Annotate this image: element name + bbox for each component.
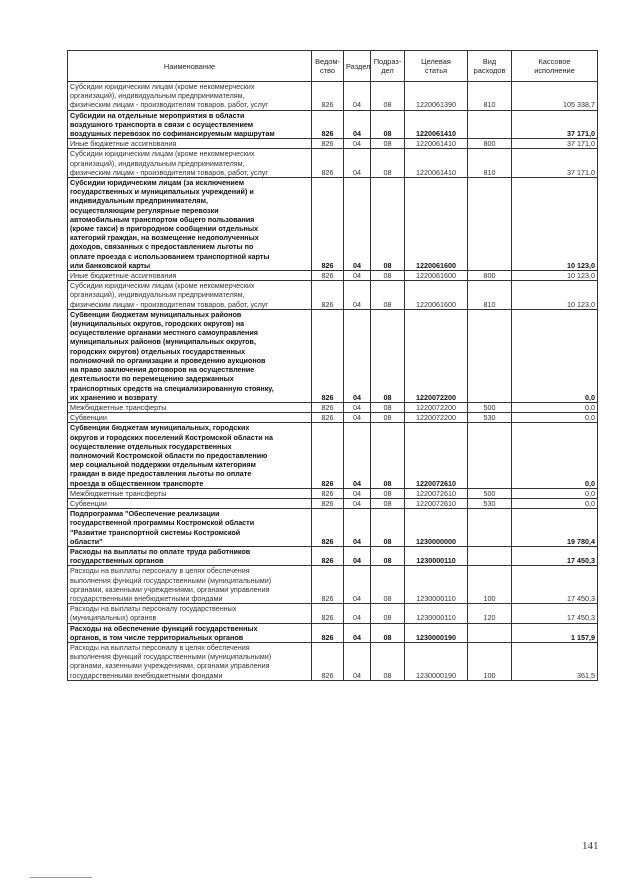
row-dept: 826 — [312, 139, 344, 149]
row-target: 1220072200 — [405, 402, 468, 412]
table-row — [68, 413, 598, 423]
row-subsection: 08 — [371, 546, 405, 565]
page-number: 141 — [582, 840, 599, 852]
row-target: 1220061600 — [405, 178, 468, 271]
row-amount: 17 450,3 — [512, 604, 598, 623]
row-type — [468, 423, 512, 488]
row-name: Субсидии юридическим лицам (за исключением государственных и муниципальных учреждений) и индивидуальным предпринимателям, осуществляющим регулярные перевозки автомобильным транспортом общего пользования (кроме такси) в пригородном сообщении отдельных категорий граждан, на возмещение недополученных доходов, связанных с предоставлением льготы по оплате проезда с использованием транспортной карты или банковской карты — [68, 178, 312, 271]
row-target: 1230000110 — [405, 604, 468, 623]
table-row — [68, 604, 598, 623]
row-name: Межбюджетные трансферты — [68, 488, 312, 498]
row-dept: 826 — [312, 413, 344, 423]
row-amount: 17 450,3 — [512, 546, 598, 565]
row-dept: 826 — [312, 488, 344, 498]
row-type — [468, 509, 512, 547]
row-target: 1220061600 — [405, 271, 468, 281]
row-dept: 826 — [312, 642, 344, 680]
row-section: 04 — [344, 281, 371, 310]
row-type: 810 — [468, 82, 512, 111]
row-type: 500 — [468, 402, 512, 412]
row-section: 04 — [344, 149, 371, 178]
row-subsection: 08 — [371, 309, 405, 402]
row-section: 04 — [344, 271, 371, 281]
row-dept: 826 — [312, 149, 344, 178]
row-target: 1220061410 — [405, 110, 468, 139]
row-subsection: 08 — [371, 604, 405, 623]
row-type: 810 — [468, 149, 512, 178]
row-dept: 826 — [312, 271, 344, 281]
row-type — [468, 546, 512, 565]
row-subsection: 08 — [371, 110, 405, 139]
header-name: Наименование — [68, 51, 312, 82]
table-row — [68, 178, 598, 271]
row-subsection: 08 — [371, 413, 405, 423]
row-name: Субвенции бюджетам муниципальных, городских округов и городских поселений Костромской области на осуществление отдельных государственных полномочий Костромской области по предоставлению мер социальной поддержки отдельным категориям граждан в виде предоставления льготы по оплате проезда в общественном транспорте — [68, 423, 312, 488]
row-target: 1220072610 — [405, 488, 468, 498]
row-subsection: 08 — [371, 642, 405, 680]
row-type — [468, 178, 512, 271]
row-type: 100 — [468, 642, 512, 680]
row-section: 04 — [344, 413, 371, 423]
table-row — [68, 149, 598, 178]
row-subsection: 08 — [371, 488, 405, 498]
row-name: Субвенции — [68, 413, 312, 423]
header-section: Раздел — [344, 51, 371, 82]
row-subsection: 08 — [371, 149, 405, 178]
row-dept: 826 — [312, 423, 344, 488]
row-section: 04 — [344, 623, 371, 642]
row-name: Субсидии юридическим лицам (кроме некоммерческих организаций), индивидуальным предпринимателям, физическим лицам - производителям товаров, работ, услуг — [68, 82, 312, 111]
table-row — [68, 509, 598, 547]
row-type: 530 — [468, 413, 512, 423]
row-name: Расходы на выплаты персоналу в целях обеспечения выполнения функций государственными (муниципальными) органами, казенными учреждениями, органами управления государственными внебюджетными фондами — [68, 566, 312, 604]
row-subsection: 08 — [371, 271, 405, 281]
row-type — [468, 309, 512, 402]
row-type — [468, 110, 512, 139]
row-dept: 826 — [312, 623, 344, 642]
table-row — [68, 546, 598, 565]
row-amount: 10 123,0 — [512, 178, 598, 271]
row-subsection: 08 — [371, 566, 405, 604]
row-target: 1220061410 — [405, 149, 468, 178]
row-amount: 0,0 — [512, 413, 598, 423]
row-dept: 826 — [312, 402, 344, 412]
row-dept: 826 — [312, 546, 344, 565]
header-dept: Ведом- ство — [312, 51, 344, 82]
table-row — [68, 566, 598, 604]
table-row — [68, 281, 598, 310]
row-name: Субсидии на отдельные мероприятия в области воздушного транспорта в связи с осуществлением воздушных перевозок по софинансируемым маршрутам — [68, 110, 312, 139]
row-subsection: 08 — [371, 402, 405, 412]
row-amount: 10 123,0 — [512, 271, 598, 281]
row-name: Подпрограмма "Обеспечение реализации государственной программы Костромской области "Развитие транспортной системы Костромской области" — [68, 509, 312, 547]
row-amount: 361,5 — [512, 642, 598, 680]
row-subsection: 08 — [371, 82, 405, 111]
row-dept: 826 — [312, 110, 344, 139]
budget-table — [67, 50, 598, 681]
row-dept: 826 — [312, 309, 344, 402]
row-subsection: 08 — [371, 178, 405, 271]
header-type: Вид расходов — [468, 51, 512, 82]
row-type: 800 — [468, 139, 512, 149]
row-subsection: 08 — [371, 498, 405, 508]
row-name: Иные бюджетные ассигнования — [68, 139, 312, 149]
row-section: 04 — [344, 546, 371, 565]
row-target: 1230000110 — [405, 546, 468, 565]
header-target: Целевая статья — [405, 51, 468, 82]
table-row — [68, 271, 598, 281]
row-dept: 826 — [312, 178, 344, 271]
row-target: 1220072200 — [405, 413, 468, 423]
row-subsection: 08 — [371, 509, 405, 547]
row-dept: 826 — [312, 604, 344, 623]
row-name: Субсидии юридическим лицам (кроме некоммерческих организаций), индивидуальным предпринимателям, физическим лицам - производителям товаров, работ, услуг — [68, 149, 312, 178]
row-subsection: 08 — [371, 623, 405, 642]
row-section: 04 — [344, 488, 371, 498]
header-subsection: Подраз- дел — [371, 51, 405, 82]
row-type: 530 — [468, 498, 512, 508]
row-section: 04 — [344, 402, 371, 412]
row-section: 04 — [344, 566, 371, 604]
table-row — [68, 642, 598, 680]
row-amount: 105 338,7 — [512, 82, 598, 111]
row-target: 1220061390 — [405, 82, 468, 111]
table-body — [68, 82, 598, 681]
row-amount: 37 171,0 — [512, 139, 598, 149]
table-row — [68, 110, 598, 139]
row-subsection: 08 — [371, 139, 405, 149]
row-name: Расходы на выплаты по оплате труда работников государственных органов — [68, 546, 312, 565]
row-section: 04 — [344, 642, 371, 680]
row-name: Расходы на выплаты персоналу государственных (муниципальных) органов — [68, 604, 312, 623]
row-amount: 0,0 — [512, 498, 598, 508]
row-type: 810 — [468, 281, 512, 310]
row-name: Субвенции — [68, 498, 312, 508]
row-name: Расходы на выплаты персоналу в целях обеспечения выполнения функций государственными (муниципальными) органами, казенными учреждениями, органами управления государственными внебюджетными фондами — [68, 642, 312, 680]
row-amount: 10 123,0 — [512, 281, 598, 310]
row-name: Иные бюджетные ассигнования — [68, 271, 312, 281]
row-section: 04 — [344, 110, 371, 139]
table-row — [68, 488, 598, 498]
row-target: 1230000000 — [405, 509, 468, 547]
row-amount: 17 450,3 — [512, 566, 598, 604]
row-target: 1230000110 — [405, 566, 468, 604]
table-row — [68, 82, 598, 111]
row-amount: 37 171,0 — [512, 110, 598, 139]
row-name: Межбюджетные трансферты — [68, 402, 312, 412]
table-row — [68, 423, 598, 488]
table-row — [68, 309, 598, 402]
row-target: 1230000190 — [405, 623, 468, 642]
row-amount: 1 157,9 — [512, 623, 598, 642]
table-row — [68, 139, 598, 149]
row-target: 1220072610 — [405, 498, 468, 508]
row-type: 100 — [468, 566, 512, 604]
row-type: 800 — [468, 271, 512, 281]
table-row — [68, 498, 598, 508]
row-amount: 0,0 — [512, 488, 598, 498]
row-type — [468, 623, 512, 642]
row-name: Субвенции бюджетам муниципальных районов (муниципальных округов, городских округов) на осуществление органами местного самоуправления муниципальных районов (муниципальных округов, городских округов) отдельных государственных полномочий по организации и проведению аукционов на право заключения договоров на осуществление деятельности по перемещению задержанных транспортных средств на специализированную стоянку, их хранению и возврату — [68, 309, 312, 402]
row-section: 04 — [344, 498, 371, 508]
header-amount: Кассовое исполнение — [512, 51, 598, 82]
row-section: 04 — [344, 139, 371, 149]
row-section: 04 — [344, 509, 371, 547]
row-section: 04 — [344, 604, 371, 623]
row-subsection: 08 — [371, 423, 405, 488]
row-name: Расходы на обеспечение функций государственных органов, в том числе территориальных органов — [68, 623, 312, 642]
row-amount: 0,0 — [512, 423, 598, 488]
row-target: 1220072200 — [405, 309, 468, 402]
row-name: Субсидии юридическим лицам (кроме некоммерческих организаций), индивидуальным предпринимателям, физическим лицам - производителям товаров, работ, услуг — [68, 281, 312, 310]
row-section: 04 — [344, 178, 371, 271]
row-target: 1220061410 — [405, 139, 468, 149]
row-type: 500 — [468, 488, 512, 498]
row-section: 04 — [344, 423, 371, 488]
row-target: 1230000190 — [405, 642, 468, 680]
row-amount: 0,0 — [512, 309, 598, 402]
table-row — [68, 402, 598, 412]
row-type: 120 — [468, 604, 512, 623]
table-row — [68, 623, 598, 642]
footer-rule — [30, 877, 92, 878]
row-amount: 0,0 — [512, 402, 598, 412]
row-dept: 826 — [312, 509, 344, 547]
row-dept: 826 — [312, 82, 344, 111]
row-dept: 826 — [312, 498, 344, 508]
row-subsection: 08 — [371, 281, 405, 310]
row-section: 04 — [344, 82, 371, 111]
row-target: 1220072610 — [405, 423, 468, 488]
row-section: 04 — [344, 309, 371, 402]
row-dept: 826 — [312, 566, 344, 604]
row-dept: 826 — [312, 281, 344, 310]
row-amount: 37 171,0 — [512, 149, 598, 178]
row-amount: 19 780,4 — [512, 509, 598, 547]
table-header-row — [68, 51, 598, 82]
row-target: 1220061600 — [405, 281, 468, 310]
